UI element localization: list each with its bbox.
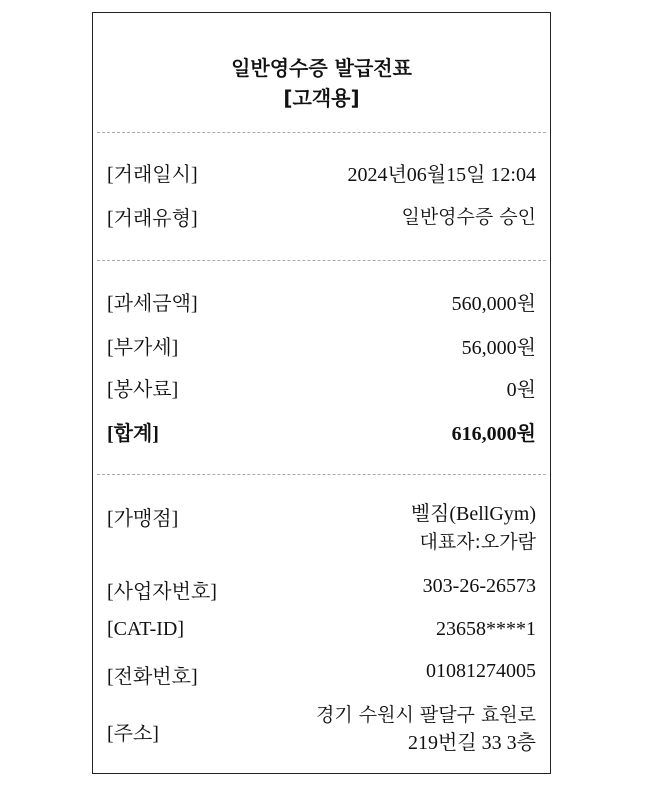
store-name: 벨짐(BellGym): [410, 503, 536, 525]
row-merchant: [107, 500, 536, 560]
label: [거래일시]: [107, 164, 198, 186]
store-representative: 대표자:오가람: [419, 531, 536, 553]
divider: [97, 474, 546, 475]
value: 01081274005: [426, 660, 536, 682]
label: [봉사료]: [107, 379, 179, 401]
label: [합계]: [107, 423, 159, 445]
title-line-1: 일반영수증 발급전표: [231, 56, 412, 80]
value: 일반영수증 승인: [401, 206, 536, 228]
value: [316, 701, 536, 757]
address-line-2: 219번길 33 3층: [408, 732, 536, 754]
value: [411, 500, 536, 556]
value: 56,000원: [461, 337, 536, 359]
value: 0원: [506, 379, 536, 401]
value: 560,000원: [451, 293, 536, 315]
row-address: [107, 701, 536, 761]
value: 2024년06월15일 12:04: [347, 164, 536, 186]
divider: [97, 132, 546, 133]
value: 303-26-26573: [422, 575, 536, 597]
label: [과세금액]: [107, 293, 198, 315]
receipt: [92, 12, 551, 774]
label: [사업자번호]: [107, 581, 217, 603]
value: 23658****1: [436, 618, 536, 640]
divider: [97, 260, 546, 261]
label: [가맹점]: [107, 508, 179, 530]
value: 616,000원: [451, 423, 536, 445]
label: [주소]: [107, 723, 159, 745]
address-line-1: 경기 수원시 팔달구 효원로: [315, 704, 536, 726]
label: [거래유형]: [107, 208, 198, 230]
receipt-title: [93, 53, 550, 113]
label: [CAT-ID]: [107, 618, 185, 640]
title-line-2: [고객용]: [283, 86, 360, 110]
label: [전화번호]: [107, 666, 198, 688]
label: [부가세]: [107, 337, 179, 359]
